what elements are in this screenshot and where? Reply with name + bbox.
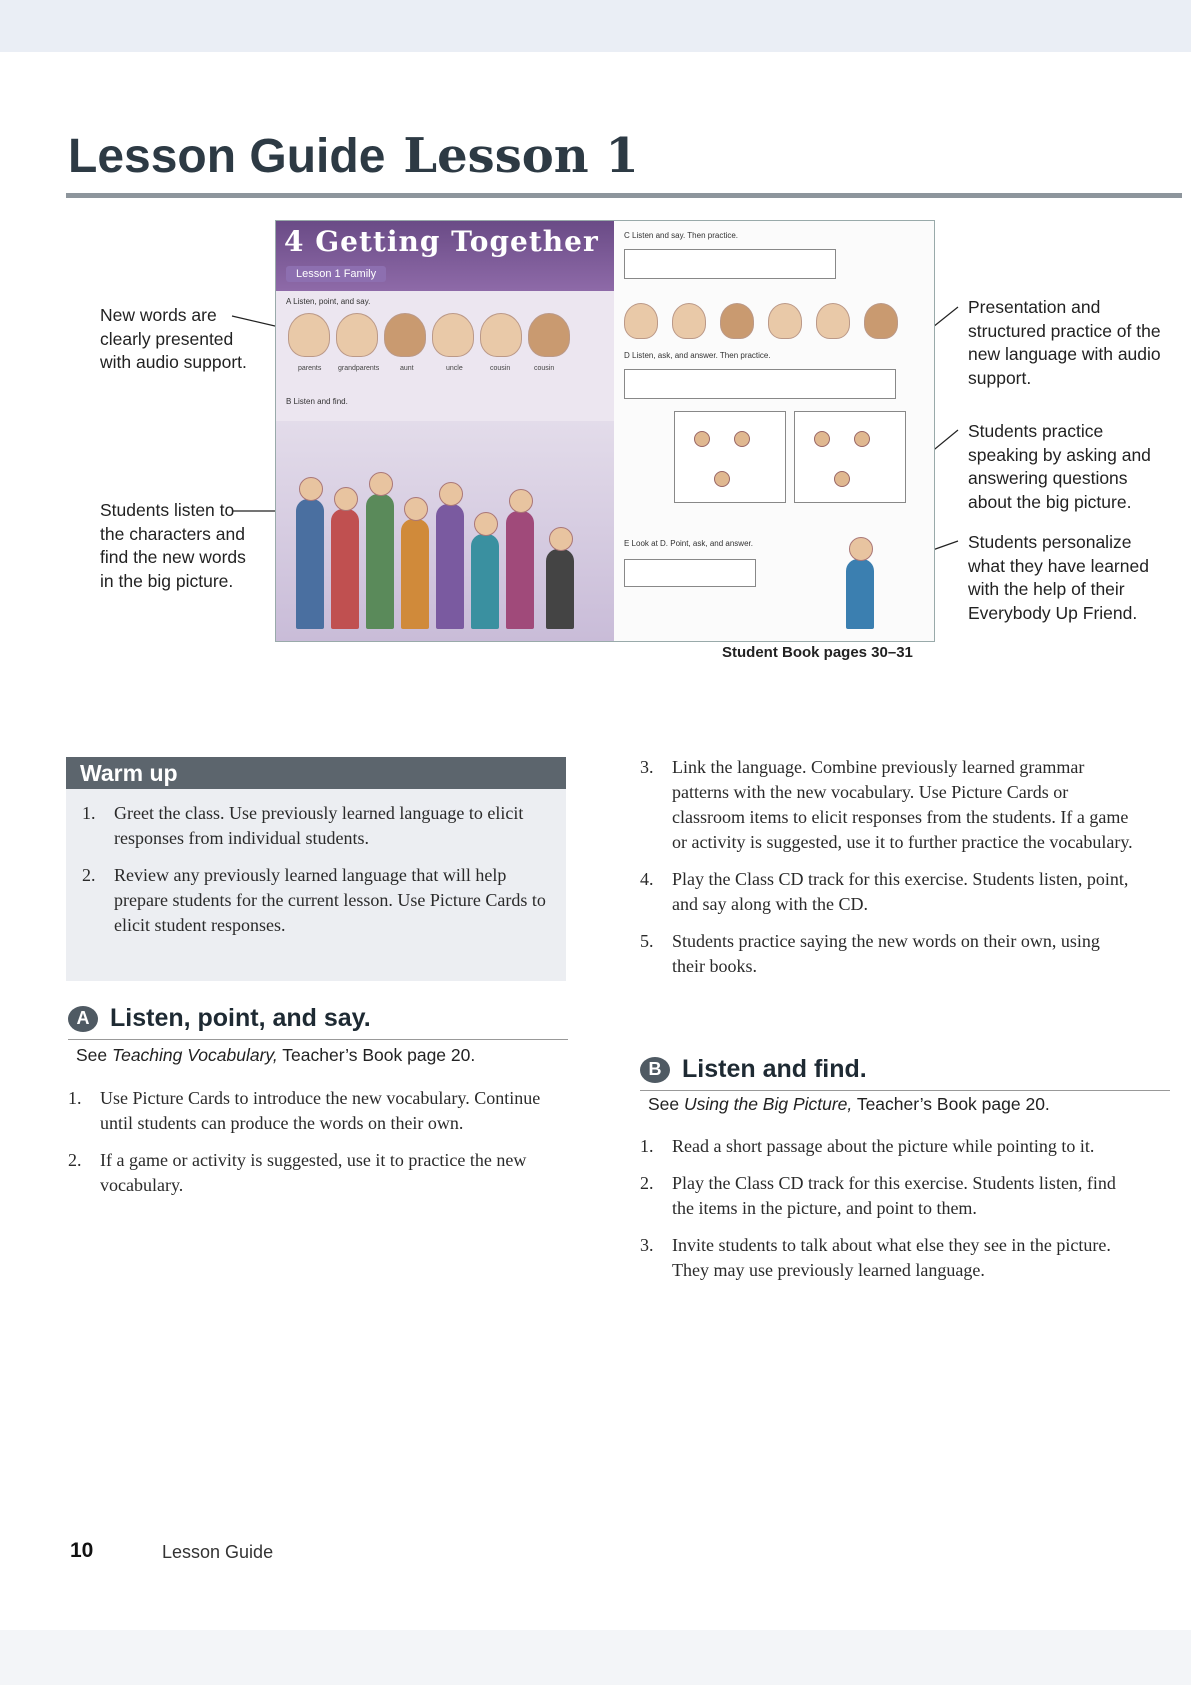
right-item-3 [640, 755, 1135, 855]
tree-node [834, 471, 850, 487]
figure [366, 494, 394, 629]
item-text: Greet the class. Use previously learned language to elicit responses from individual students. [114, 803, 524, 848]
section-b-list [640, 1134, 1135, 1295]
bottom-band [0, 1630, 1191, 1685]
word-uncle: uncle [446, 365, 463, 372]
face [864, 303, 898, 339]
section-a-heading [68, 1004, 371, 1033]
section-b-title: Listen and find. [682, 1055, 867, 1083]
warm-up-item-2 [82, 863, 552, 938]
item-text: If a game or activity is suggested, use it to practice the new vocabulary. [100, 1150, 527, 1195]
item-number: 3. [640, 1235, 654, 1255]
ref-prefix: See [648, 1094, 684, 1114]
face [720, 303, 754, 339]
figure [401, 519, 429, 629]
section-b-heading [640, 1055, 867, 1084]
book-speech-box [624, 249, 836, 279]
figure [546, 549, 574, 629]
book-caption: Student Book pages 30–31 [722, 644, 913, 661]
section-a-badge: A [68, 1006, 98, 1032]
item-text: Link the language. Combine previously learned grammar patterns with the new vocabulary. Use Picture Cards or classroom items to elicit responses from the students. If a game or activity is suggested, use it to further practice the vocabulary. [672, 757, 1133, 852]
everybody-up-friend [846, 559, 874, 629]
face-uncle [432, 313, 474, 357]
book-lesson-tab: Lesson 1 Family [286, 266, 386, 282]
figure [331, 509, 359, 629]
footer-label: Lesson Guide [162, 1542, 274, 1562]
face-parents [288, 313, 330, 357]
tree-node [694, 431, 710, 447]
section-b-rule [640, 1090, 1170, 1091]
book-big-picture [276, 421, 614, 641]
word-grandparents: grandparents [338, 365, 380, 372]
section-a-title: Listen, point, and say. [110, 1004, 371, 1032]
figure [296, 499, 324, 629]
section-a-rule [68, 1039, 568, 1040]
item-number: 1. [68, 1088, 82, 1108]
item-number: 3. [640, 757, 654, 777]
student-book-spread [275, 220, 935, 642]
tree-node [814, 431, 830, 447]
book-unit-title: 4 Getting Together [284, 225, 599, 258]
page-number: 10 [70, 1539, 94, 1562]
book-ex-a: A Listen, point, and say. [286, 297, 371, 306]
section-b-reference [648, 1094, 1050, 1115]
item-number: 2. [68, 1150, 82, 1170]
face [672, 303, 706, 339]
callout-students-practice: Students practice speaking by asking and answering questions about the big picture. [968, 421, 1151, 512]
face [624, 303, 658, 339]
face [768, 303, 802, 339]
item-number: 4. [640, 869, 654, 889]
book-ex-c: C Listen and say. Then practice. [624, 231, 738, 240]
tree-node [714, 471, 730, 487]
right-item-5 [640, 929, 1135, 979]
book-left-page [276, 221, 614, 641]
ref-prefix: See [76, 1045, 112, 1065]
section-a-item-1 [68, 1086, 568, 1136]
item-text: Play the Class CD track for this exercise. Students listen, point, and say along with the CD. [672, 869, 1129, 914]
warm-up-list [82, 801, 552, 950]
face [816, 303, 850, 339]
ref-suffix: Teacher’s Book page 20. [277, 1045, 476, 1065]
book-ex-b: B Listen and find. [286, 397, 348, 406]
callout-presentation: Presentation and structured practice of the new language with audio support. [968, 297, 1161, 388]
item-text: Invite students to talk about what else they see in the picture. They may use previously learned language. [672, 1235, 1111, 1280]
right-column-list [640, 755, 1135, 991]
section-b-item-1 [640, 1134, 1135, 1159]
warm-up-item-1 [82, 801, 552, 851]
face-grandparents [336, 313, 378, 357]
callout-new-words: New words are clearly presented with audio support. [100, 305, 247, 372]
book-dialogue-box [624, 369, 896, 399]
face-cousin [480, 313, 522, 357]
item-text: Play the Class CD track for this exercise. Students listen, find the items in the picture, and point to them. [672, 1173, 1116, 1218]
item-text: Read a short passage about the picture while pointing to it. [672, 1136, 1095, 1156]
tree-node [734, 431, 750, 447]
word-cousin: cousin [490, 365, 511, 372]
item-number: 1. [640, 1136, 654, 1156]
book-right-page [614, 221, 934, 641]
face-cousin-2 [528, 313, 570, 357]
title-lesson-guide: Lesson Guide [68, 130, 386, 183]
book-family-tree-1 [674, 411, 786, 503]
section-b-item-2 [640, 1171, 1135, 1221]
section-a-item-2 [68, 1148, 568, 1198]
figure [506, 511, 534, 629]
book-family-tree-2 [794, 411, 906, 503]
tree-node [854, 431, 870, 447]
word-aunt: aunt [400, 365, 414, 372]
figure [471, 534, 499, 629]
section-b-badge: B [640, 1057, 670, 1083]
ref-title: Teaching Vocabulary, [112, 1045, 278, 1065]
ref-suffix: Teacher’s Book page 20. [852, 1094, 1050, 1114]
book-ex-d: D Listen, ask, and answer. Then practice. [624, 351, 771, 360]
book-vocab-faces [288, 313, 570, 357]
book-ex-e: E Look at D. Point, ask, and answer. [624, 539, 753, 548]
item-number: 1. [82, 803, 96, 823]
word-parents: parents [298, 365, 322, 372]
item-number: 2. [640, 1173, 654, 1193]
book-family-faces [624, 303, 898, 339]
section-b-item-3 [640, 1233, 1135, 1283]
item-number: 2. [82, 865, 96, 885]
right-item-4 [640, 867, 1135, 917]
section-a-reference [76, 1045, 475, 1066]
warm-up-box [66, 757, 566, 981]
item-number: 5. [640, 931, 654, 951]
item-text: Students practice saying the new words on their own, using their books. [672, 931, 1100, 976]
section-a-list [68, 1086, 568, 1210]
warm-up-heading: Warm up [66, 757, 566, 789]
callout-students-personalize: Students personalize what they have learned with the help of their Everybody Up Friend. [968, 532, 1149, 623]
word-cousin-2: cousin [534, 365, 555, 372]
book-question-box [624, 559, 756, 587]
ref-title: Using the Big Picture, [684, 1094, 853, 1114]
callout-students-listen: Students listen to the characters and find the new words in the big picture. [100, 500, 246, 591]
face-aunt [384, 313, 426, 357]
figure [436, 504, 464, 629]
item-text: Review any previously learned language that will help prepare students for the current lesson. Use Picture Cards to elicit student responses. [114, 865, 546, 935]
title-lesson-number: Lesson 1 [403, 128, 639, 184]
item-text: Use Picture Cards to introduce the new vocabulary. Continue until students can produce the words on their own. [100, 1088, 541, 1133]
